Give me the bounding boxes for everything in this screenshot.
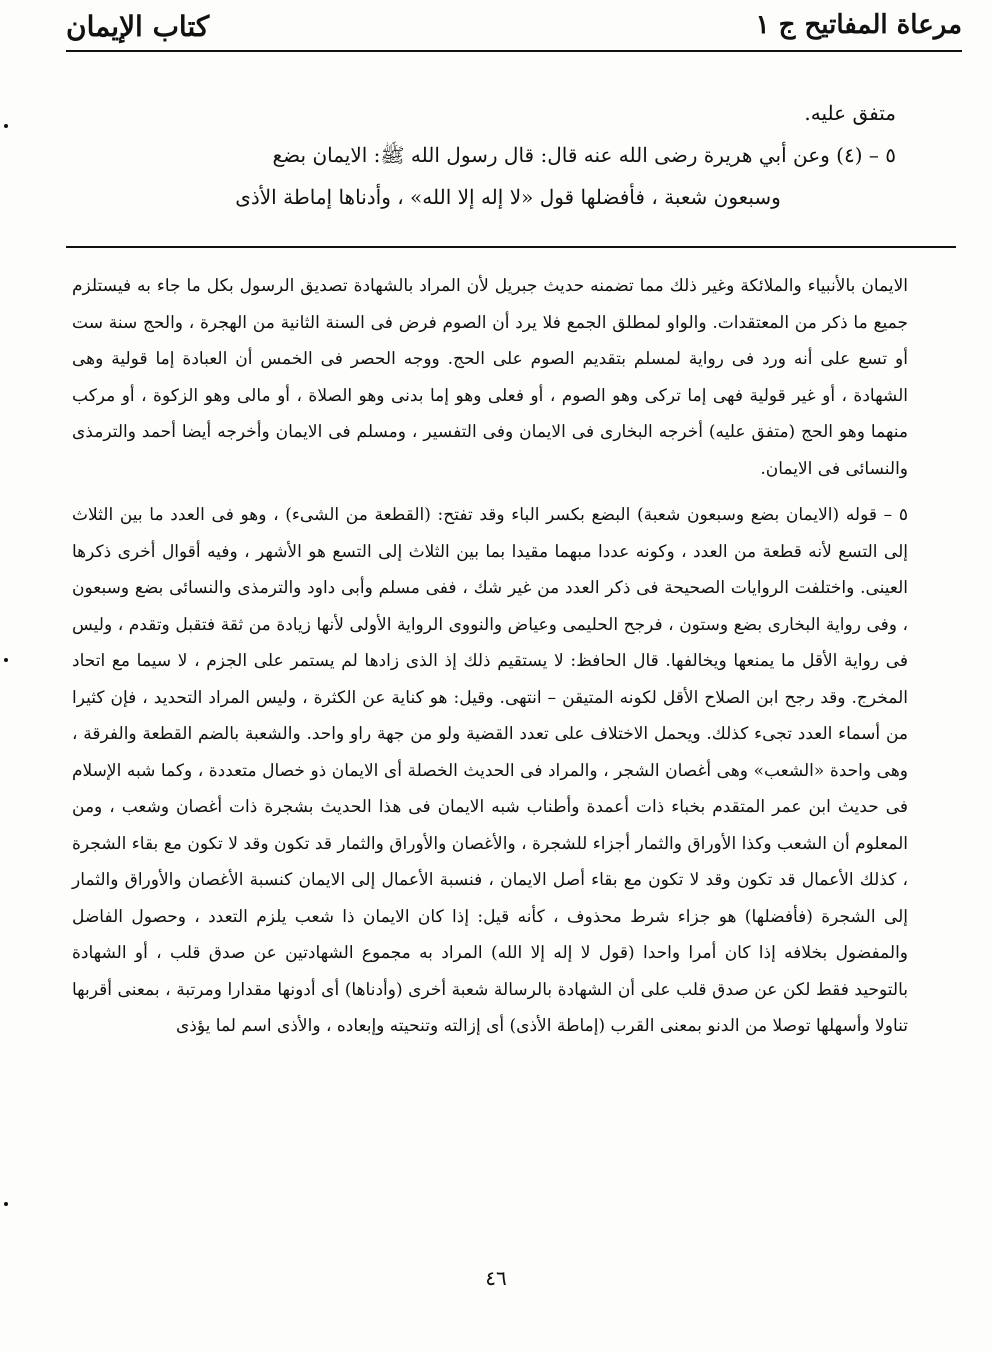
scan-edge-mark bbox=[4, 658, 8, 662]
header-divider bbox=[66, 50, 962, 52]
scan-edge-mark bbox=[4, 124, 8, 128]
hadith-text bbox=[80, 92, 896, 218]
commentary-paragraph-2: ٥ – قوله (الايمان بضع وسبعون شعبة) البضع بكسر الباء وقد تفتح: (القطعة من الشىء) ، وهو فى العدد ما بين الثلاث إلى التسع لأنه قطعة من العدد ، وكونه عددا مبهما مقيدا بما بين الثلاث إلى التسع هو الأشهر ، وفيه أقوال أخرى ذكرها العينى. واختلفت الروايات الصحيحة فى ذكر العدد من غير شك ، ففى مسلم وأبى داود والترمذى والنسائى بضع وسبعون ، وفى رواية البخارى بضع وستون ، فرجح الحليمى وعياض والنووى الرواية الأولى لأنها زيادة من ثقة فتقبل وتقدم ، وليس فى رواية الأقل ما يمنعها ويخالفها. قال الحافظ: لا يستقيم ذلك إذ الذى زادها لم يستمر على الجزم ، لا سيما مع اتحاد المخرج. وقد رجح ابن الصلاح الأقل لكونه المتيقن – انتهى. وقيل: هو كناية عن الكثرة ، وليس المراد التحديد ، فإن كثيرا من أسماء العدد تجىء كذلك. ويحمل الاختلاف على تعدد القضية ولو من جهة راو واحد. والشعبة بالضم القطعة والفرقة ، وهى واحدة «الشعب» وهى أغصان الشجر ، والمراد فى الحديث الخصلة أى الايمان ذو خصال متعددة ، وكما شبه الإسلام فى حديث ابن عمر المتقدم بخباء ذات أعمدة وأطناب شبه الايمان فى هذا الحديث بشجرة ذات أغصان وشعب ، ومن المعلوم أن الشعب وكذا الأوراق والثمار أجزاء للشجرة ، والأغصان والأوراق والثمار قد تكون وقد لا تكون مع بقاء الشجرة ، كذلك الأعمال قد تكون وقد لا تكون مع بقاء أصل الايمان ، فنسبة الأعمال إلى الايمان كنسبة الأغصان والأوراق والثمار إلى الشجرة (فأفضلها) هو جزاء شرط محذوف ، كأنه قيل: إذا كان الايمان ذا شعب يلزم التعدد ، وحصول الفاضل والمفضول بخلافه إذا كان أمرا واحدا (قول لا إله إلا الله) المراد به مجموع الشهادتين عن صدق قلب ، أو الشهادة بالتوحيد فقط لكن عن صدق قلب على أن الشهادة بالرسالة شعبة أخرى (وأدناها) أى أدونها مقدارا ومرتبة ، بمعنى أقربها تناولا وأسهلها توصلا من الدنو بمعنى القرب (إماطة الأذى) أى إزالته وتنحيته وإبعاده ، والأذى اسم لما يؤذى bbox=[72, 505, 908, 1036]
running-header bbox=[66, 6, 962, 48]
commentary bbox=[72, 268, 908, 1045]
hadith-intro: متفق عليه. bbox=[804, 101, 896, 125]
scan-edge-mark bbox=[4, 1202, 8, 1206]
hadith-line-2: وسبعون شعبة ، فأفضلها قول «لا إله إلا الله» ، وأدناها إماطة الأذى bbox=[235, 185, 781, 209]
section-divider bbox=[66, 246, 956, 248]
hadith-line-1: ٥ – (٤) وعن أبي هريرة رضى الله عنه قال: قال رسول الله ﷺ: الايمان بضع bbox=[272, 143, 896, 167]
commentary-paragraph-1: الايمان بالأنبياء والملائكة وغير ذلك مما تضمنه حديث جبريل لأن المراد بالشهادة تصديق الرسول بكل ما جاء به فيستلزم جميع ما ذكر من المعتقدات. والواو لمطلق الجمع فلا يرد أن الصوم فرض فى السنة الثانية من الهجرة ، والحج سنة ست أو تسع على أنه ورد فى رواية لمسلم بتقديم الصوم على الحج. ووجه الحصر فى الخمس أن العبادة إما قولية وهى الشهادة ، أو غير قولية فهى إما تركى وهو الصوم ، أو فعلى وهو إما بدنى وهو الصلاة ، أو مالى وهو الزكوة ، أو مركب منهما وهو الحج (متفق عليه) أخرجه البخارى فى الايمان وفى التفسير ، ومسلم فى الايمان وأخرجه أيضا أحمد والترمذى والنسائى فى الايمان. bbox=[72, 276, 908, 479]
page-number: ٤٦ bbox=[485, 1266, 507, 1290]
book-title: مرعاة المفاتيح ج ١ bbox=[755, 10, 962, 40]
chapter-title: كتاب الإيمان bbox=[66, 10, 210, 43]
